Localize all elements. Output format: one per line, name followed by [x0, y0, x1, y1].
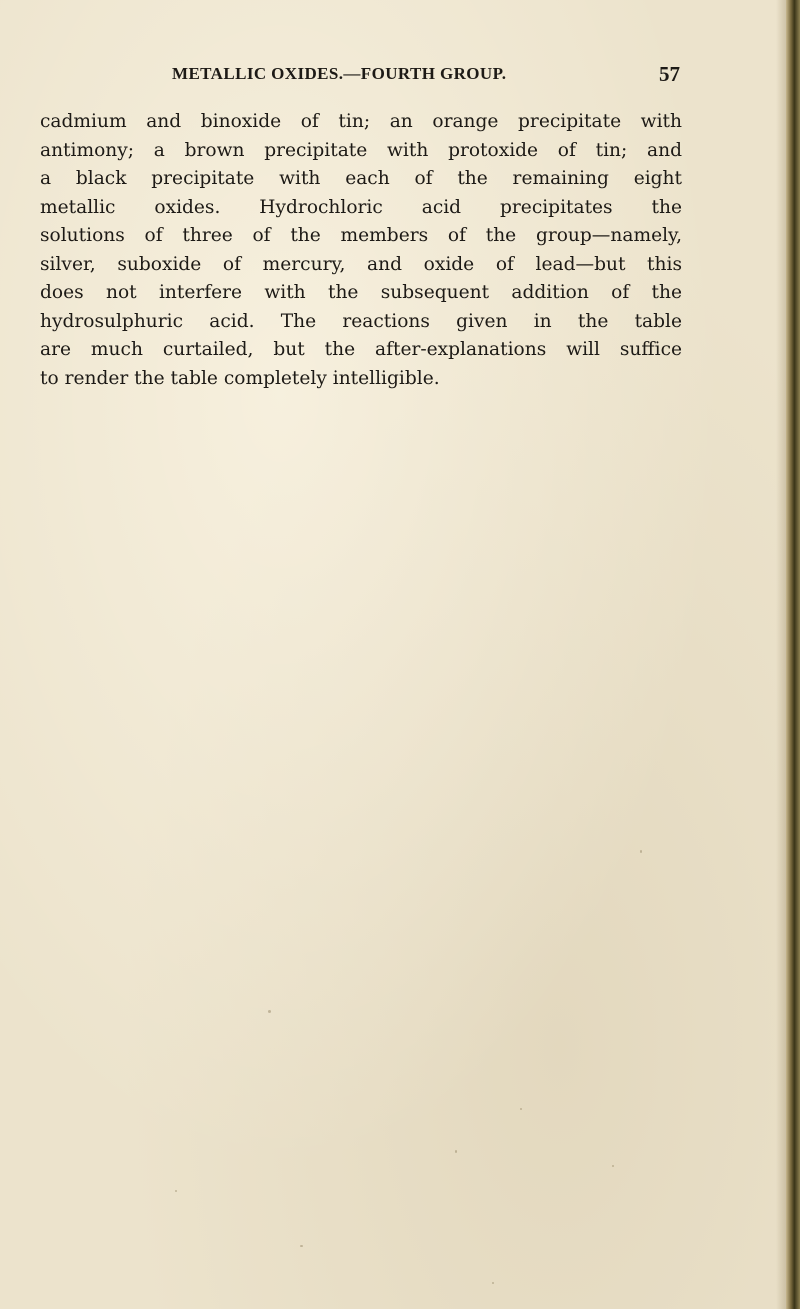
gutter-shadow [776, 0, 786, 1309]
text-line: hydrosulphuric acid. The reactions given in the table [40, 310, 682, 332]
text-line: solutions of three of the members of the group—namely, [40, 225, 682, 246]
paper-speck [175, 1190, 177, 1192]
running-title: METALLIC OXIDES.—FOURTH GROUP. [172, 64, 507, 83]
text-line: does not interfere with the subsequent addition of the [40, 282, 682, 303]
paper-speck [300, 1245, 303, 1247]
text-line: a black precipitate with each of the remaining eight [40, 168, 682, 189]
text-line: are much curtailed, but the after-explanations will suffice [40, 339, 682, 360]
text-line: to render the table completely intelligible. [40, 367, 440, 389]
paper-speck [612, 1165, 614, 1167]
paper-speck [455, 1150, 457, 1153]
text-line: cadmium and binoxide of tin; an orange precipitate with [40, 111, 682, 132]
page-number: 57 [659, 62, 680, 86]
text-line: antimony; a brown precipitate with protoxide of tin; and [40, 139, 682, 161]
body-paragraph [40, 108, 682, 393]
text-line: silver, suboxide of mercury, and oxide of lead—but this [40, 253, 682, 275]
binding-gutter [786, 0, 800, 1309]
paper-speck [268, 1010, 271, 1013]
running-header [40, 64, 680, 88]
paper-speck [520, 1108, 522, 1110]
text-line: metallic oxides. Hydrochloric acid precipitates the [40, 196, 682, 218]
paper-speck [640, 850, 642, 853]
paper-speck [492, 1282, 494, 1284]
